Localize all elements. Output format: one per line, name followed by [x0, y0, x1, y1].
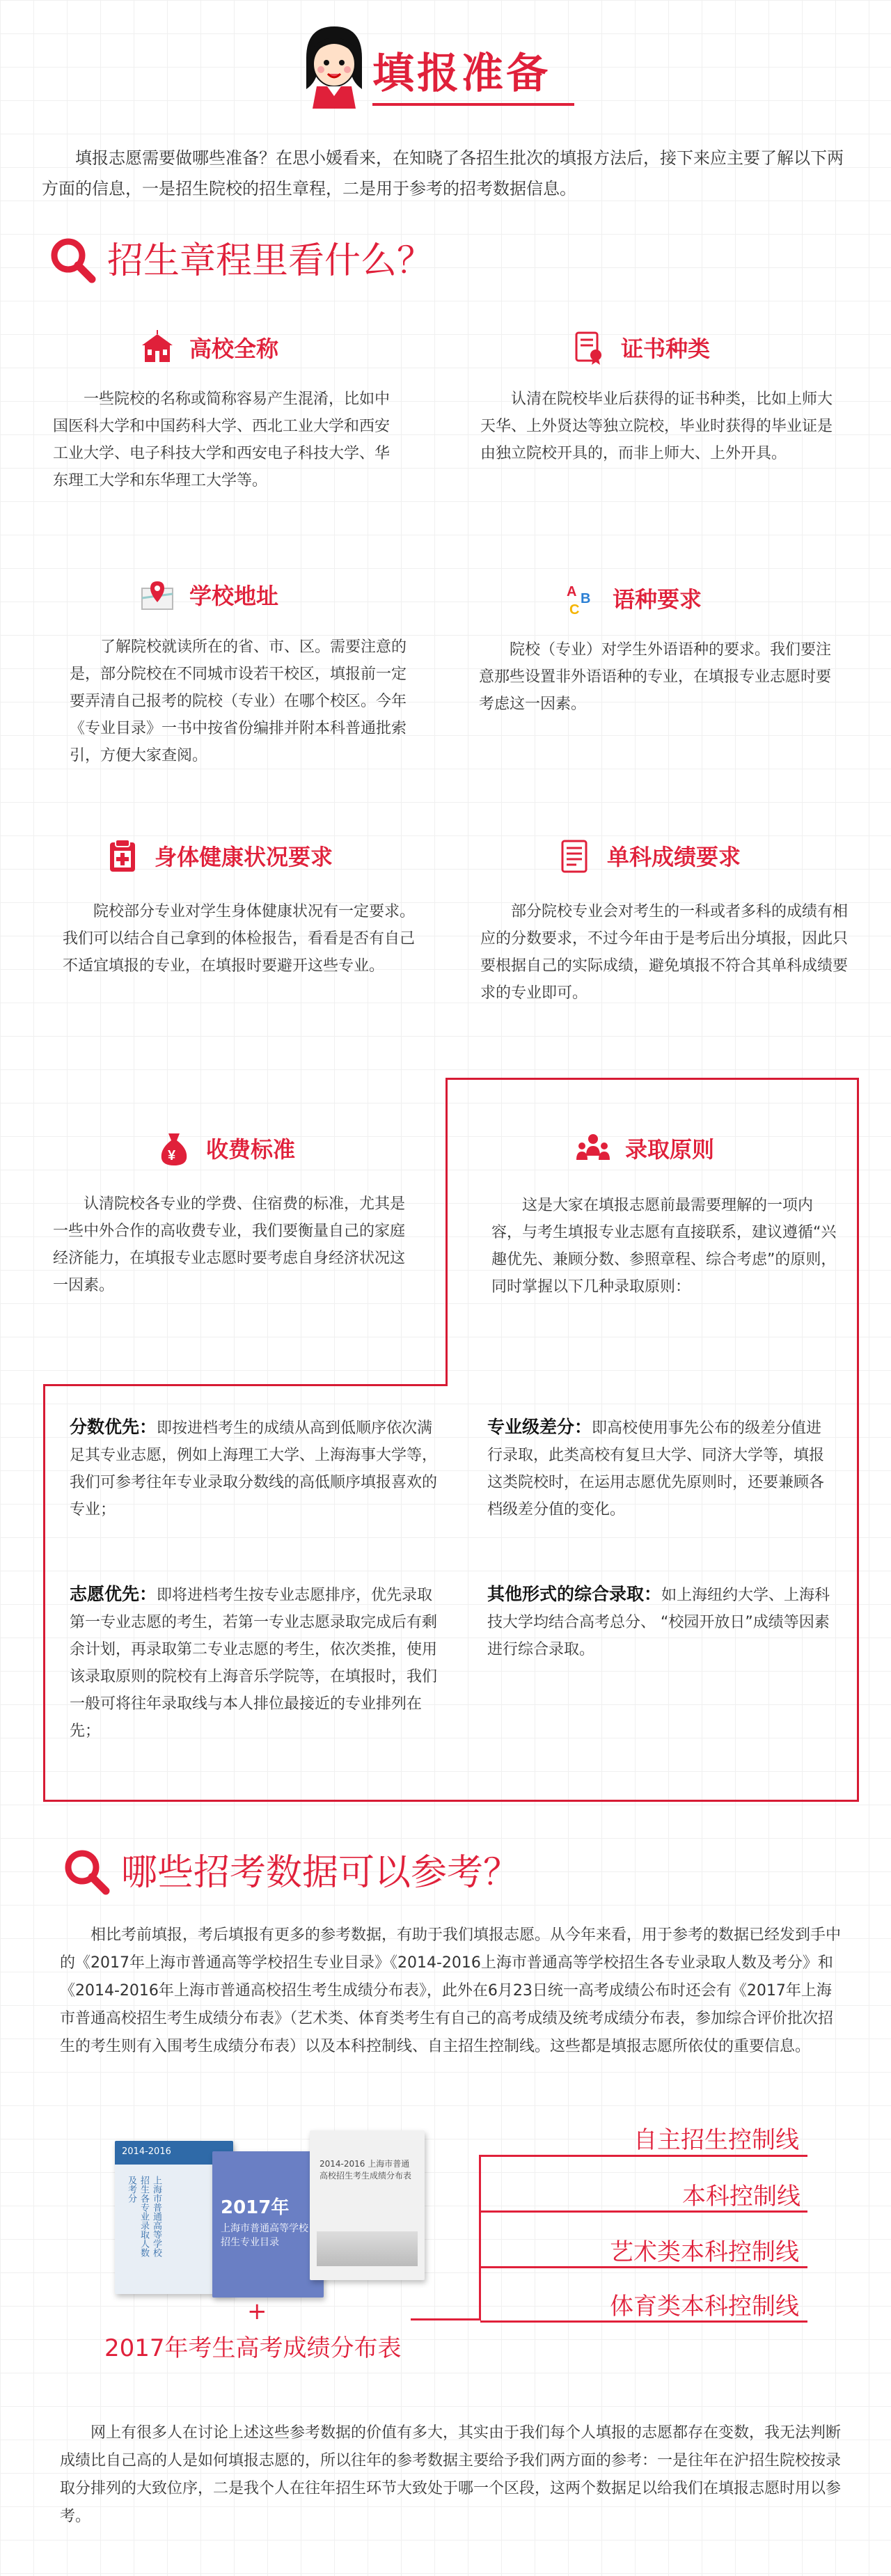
svg-text:¥: ¥	[168, 1148, 176, 1163]
topic-title-school-name: 高校全称	[139, 327, 404, 369]
data-paragraph-2: 网上有很多人在讨论上述这些参考数据的价值有多大，其实由于我们每个人填报的志愿都存在变数，我无法判断成绩比自己高的人是如何填报志愿的，所以往年的参考数据主要给予我们两方面的参考：一是往年在沪招生院校按录取分排列的大致位序，二是我个人在往年招生环节大致处于哪一个区段，这两个数据足以给我们在填报志愿时用以参考。	[60, 2424, 842, 2525]
magnifier-icon	[63, 1848, 110, 1895]
topic-title-health: 身体健康状况要求	[104, 835, 425, 877]
frame-left	[43, 1384, 45, 1802]
title-underline	[372, 103, 574, 106]
topic-title-subject-score: 单科成绩要求	[557, 835, 863, 877]
topic-title-language: A B C 语种要求	[562, 578, 827, 620]
health-report-icon	[104, 838, 141, 874]
topic-body-fees: 认清院校各专业的学费、住宿费的标准，尤其是一些中外合作的高收费专业，我们要衡量自己的家庭经济能力，在填报专业志愿时要考虑自身经济状况这一因素。	[53, 1195, 406, 1294]
control-line-label: 本科控制线	[682, 2183, 801, 2210]
map-pin-icon	[139, 577, 175, 613]
money-bag-icon	[156, 1131, 192, 1167]
topic-title-address: 学校地址	[139, 574, 404, 616]
svg-text:C: C	[569, 602, 580, 617]
skyline-illustration	[317, 2231, 418, 2266]
section-heading-brochure: 招生章程里看什么？	[49, 233, 536, 289]
control-line-bar	[480, 2155, 807, 2157]
plus-sign: +	[247, 2298, 267, 2325]
svg-text:B: B	[581, 591, 591, 606]
page-title: 填报准备	[372, 49, 551, 98]
topic-title-certificate: 证书种类	[571, 327, 835, 369]
topic-body-admission: 这是大家在填报志愿前最需要理解的一项内容，与考生填报专业志愿有直接联系，建议遵循“兴趣优先、兼顾分数、参照章程、综合考虑”的原则，同时掌握以下几种录取原则：	[491, 1197, 837, 1296]
girl-mascot-icon	[296, 19, 372, 110]
connector-horizontal	[411, 2318, 480, 2320]
rule-preference-priority: 志愿优先：即将进档考生按专业志愿排序，优先录取第一专业志愿的考生，若第一专业志愿录取完成后有剩余计划，再录取第二专业志愿的考生，依次类推，使用该录取原则的院校有上海音乐学院等，在填报时，我们一般可将往年录取线与本人排位最接近的专业排列在先；	[70, 1584, 438, 1740]
school-building-icon	[139, 330, 175, 366]
rule-major-gap: 专业级差分：即高校使用事先公布的级差分值进行录取，此类高校有复旦大学、同济大学等，填报这类院校时，在运用志愿优先原则时，还要兼顾各档级差分值的变化。	[487, 1417, 825, 1518]
topic-body-subject-score: 部分院校专业会对考生的一科或者多科的成绩有相应的分数要求，不过今年由于是考后出分填报，因此只要根据自己的实际成绩，避免填报不符合其单科成绩要求的专业即可。	[480, 903, 849, 1002]
topic-body-certificate: 认清在院校毕业后获得的证书种类，比如上师大天华、上外贤达等独立院校，毕业时获得的毕业证是由独立院校开具的，而非上师大、上外开具。	[480, 391, 833, 462]
rule-comprehensive: 其他形式的综合录取：如上海纽约大学、上海科技大学均结合高考总分、 “校园开放日”成绩等因素进行综合录取。	[487, 1584, 830, 1658]
topic-title-fees: ¥ 收费标准	[156, 1128, 420, 1170]
control-line-label: 艺术类本科控制线	[610, 2238, 799, 2266]
certificate-icon	[571, 330, 607, 366]
svg-text:A: A	[567, 584, 577, 599]
abc-letters-icon	[562, 581, 599, 617]
intro-paragraph: 填报志愿需要做哪些准备？在思小媛看来，在知晓了各招生批次的填报方法后，接下来应主要了解以下两方面的信息，一是招生院校的招生章程，二是用于参考的招考数据信息。	[42, 148, 844, 198]
topic-body-address: 了解院校就读所在的省、市、区。需要注意的是，部分院校在不同城市设若干校区，填报前一定要弄清自己报考的院校（专业）在哪个校区。今年《专业目录》一书中按省份编排并附本科普通批索引，方便大家查阅。	[70, 638, 407, 764]
connector-vertical	[479, 2155, 481, 2320]
frame-inner-left	[446, 1078, 448, 1384]
control-line-label: 体育类本科控制线	[610, 2293, 799, 2320]
topic-title-admission: 录取原则	[575, 1128, 839, 1170]
section-heading-data: 哪些招考数据可以参考？	[63, 1845, 689, 1901]
score-table-label: 2017年考生高考成绩分布表	[104, 2334, 402, 2362]
frame-middle	[43, 1384, 448, 1386]
topic-body-language: 院校（专业）对学生外语语种的要求。我们要注意那些设置非外语语种的专业，在填报专业志愿时要考虑这一因素。	[479, 641, 832, 713]
score-sheet-icon	[557, 838, 593, 874]
book-cover-admission-scores: 2014-2016 上海市普通高等学校招生各专业录取人数及考分	[115, 2141, 233, 2294]
frame-bottom	[43, 1800, 859, 1802]
control-line-label: 自主招生控制线	[633, 2126, 799, 2154]
data-paragraph-1: 相比考前填报，考后填报有更多的参考数据，有助于我们填报志愿。从今年来看，用于参考的数据已经发到手中的《2017年上海市普通高等学校招生专业目录》《2014-2016上海市普通高等学校招生各专业录取人数及考分》和《2014-2016年上海市普通高校招生考生成绩分布表》，此外在6月23日统一高考成绩公布时还会有《2017年上海市普通高校招生考生成绩分布表》（艺术类、体育类考生有自己的高考成绩及统考成绩分布表，参加综合评价批次招生的考生则有入围考生成绩分布表）以及本科控制线、自主招生控制线。这些都是填报志愿所依仗的重要信息。	[60, 1926, 842, 2055]
people-group-icon	[575, 1131, 611, 1167]
frame-right	[857, 1078, 859, 1802]
topic-body-health: 院校部分专业对学生身体健康状况有一定要求。我们可以结合自己拿到的体检报告，看看是否有自己不适宜填报的专业，在填报时要避开这些专业。	[63, 903, 416, 975]
book-cover-score-distribution: 2014-2016 上海市普通高校招生考生成绩分布表	[310, 2130, 425, 2280]
book-cover-major-catalog: 2017年 上海市普通高等学校招生专业目录	[212, 2151, 324, 2298]
rule-score-priority: 分数优先：即按进档考生的成绩从高到低顺序依次满足其专业志愿，例如上海理工大学、上海海事大学等，我们可参考往年专业录取分数线的高低顺序填报喜欢的专业；	[70, 1417, 438, 1518]
page-header	[0, 14, 891, 118]
magnifier-icon	[49, 236, 96, 283]
frame-top-right	[446, 1078, 859, 1080]
topic-body-school-name: 一些院校的名称或简称容易产生混淆，比如中国医科大学和中国药科大学、西北工业大学和西安工业大学、电子科技大学和西安电子科技大学、华东理工大学和东华理工大学等。	[53, 391, 391, 489]
